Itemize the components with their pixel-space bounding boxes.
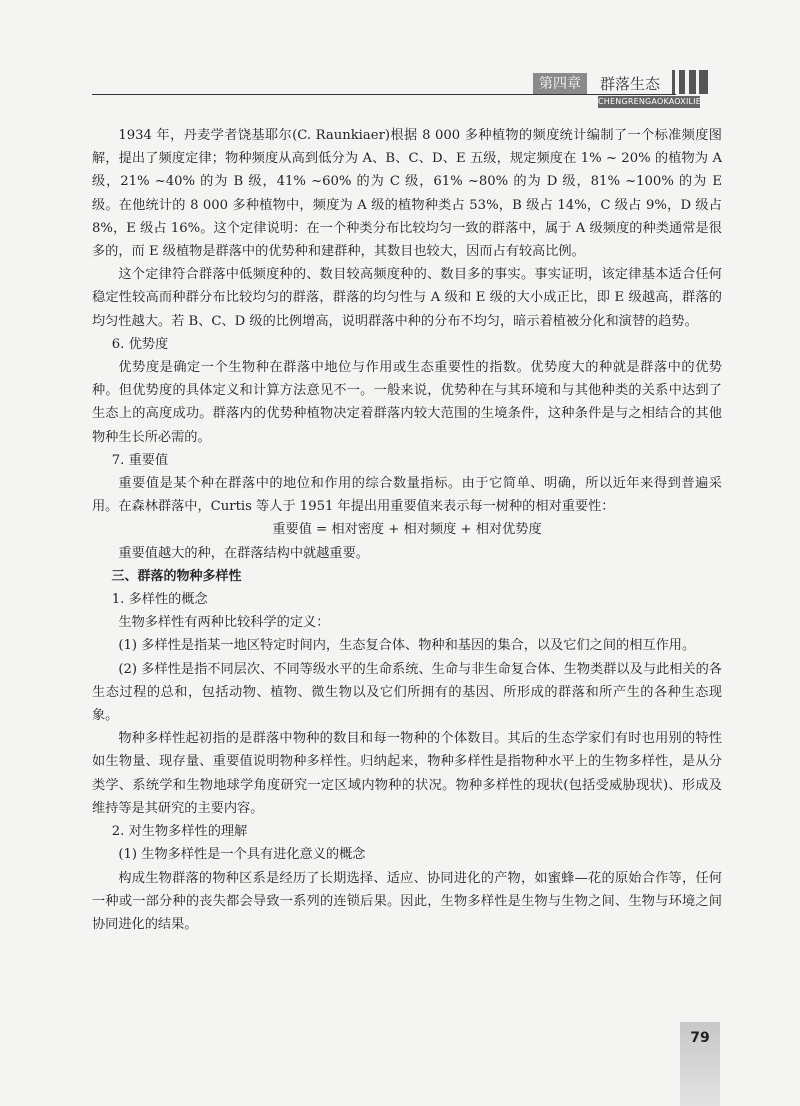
section-heading: 7. 重要值 (111, 452, 169, 468)
page-header (0, 60, 800, 108)
paragraph: 这个定律符合群落中低频度种的、数目较高频度种的、数目多的事实。事实证明，该定律基本适合任何稳定性较高而种群分布比较均匀的群落，群落的均匀性与 A 级和 E 级的大小成正比，即 E 级越高，群落的均匀性越大。若 B、C、D 级的比例增高，说明群落中种的分布不均匀，暗示着植被分化和演替的趋势。 (92, 267, 722, 329)
page-number-tab (680, 1022, 720, 1106)
body-text (92, 124, 722, 936)
chapter-tag: 第四章 (533, 73, 587, 95)
chapter-title: 群落生态 (600, 75, 661, 93)
paragraph: 1934 年，丹麦学者饶基耶尔(C. Raunkiaer)根据 8 000 多种植物的频度统计编制了一个标准频度图解，提出了频度定律；物种频度从高到低分为 A、B、C、D、E 五级，规定频度在 1% ~ 20% 的植物为 A 级，21% ~40% 的为 B 级，41% ~60% 的为 C 级，61% ~80% 的为 D 级，81% ~100% 的为 E 级。在他统计的 8 000 多种植物中，频度为 A 级的植物种类占 53%，B 级占 14%，C 级占 9%，D 级占 8%，E 级占 16%。这个定律说明：在一个种类分布比较均匀一致的群落中，属于 A 级频度的种类通常是很多的，而 E 级植物是群落中的优势种和建群种，其数目也较大，因而占有较高比例。 (92, 128, 722, 260)
paragraph: 优势度是确定一个生物种在群落中地位与作用或生态重要性的指数。优势度大的种就是群落中的优势种。但优势度的具体定义和计算方法意见不一。一般来说，优势种在与其环境和与其他种类的关系中达到了生态上的高度成功。群落内的优势种植物决定着群落内较大范围的生境条件，这种条件是与之相结合的其他物种生长所必需的。 (92, 360, 722, 445)
section-heading: 6. 优势度 (111, 336, 169, 352)
paragraph: 物种多样性起初指的是群落中物种的数目和每一物种的个体数目。其后的生态学家们有时也用别的特性如生物量、现存量、重要值说明物种多样性。归纳起来，物种多样性是指物种水平上的生物多样性，是从分类学、系统学和生物地球学角度研究一定区域内物种的状况。物种多样性的现状(包括受威胁现状)、形成及维持等是其研究的主要内容。 (92, 731, 722, 816)
header-rule (92, 94, 676, 95)
paragraph: 重要值越大的种，在群落结构中就越重要。 (118, 545, 369, 561)
formula: 重要值 = 相对密度 + 相对频度 + 相对优势度 (272, 522, 542, 538)
section-heading: 1. 多样性的概念 (111, 592, 208, 608)
paragraph: 构成生物群落的物种区系是经历了长期选择、适应、协同进化的产物，如蜜蜂—花的原始合作等，任何一种或一部分种的丧失都会导致一系列的连锁后果。因此，生物多样性是生物与生物之间、生物与环境之间协同进化的结果。 (92, 870, 722, 932)
paragraph: (2) 多样性是指不同层次、不同等级水平的生命系统、生命与非生命复合体、生物类群以及与此相关的各生态过程的总和，包括动物、植物、微生物以及它们所拥有的基因、所形成的群落和所产生的各种生态现象。 (92, 661, 722, 724)
paragraph: 生物多样性有两种比较科学的定义： (118, 615, 330, 631)
page-number: 79 (690, 1030, 710, 1046)
paragraph: 重要值是某个种在群落中的地位和作用的综合数量指标。由于它简单、明确，所以近年来得到普遍采用。在森林群落中，Curtis 等人于 1951 年提出用重要值来表示每一树种的相对重要性： (92, 476, 722, 515)
section-heading: 2. 对生物多样性的理解 (111, 824, 248, 840)
section-title: 三、群落的物种多样性 (111, 568, 242, 584)
paragraph: (1) 多样性是指某一地区特定时间内，生态复合体、物种和基因的集合，以及它们之间的相互作用。 (118, 638, 696, 654)
series-pinyin: CHENGRENGAOKAOXILIE (598, 97, 701, 106)
decorative-bar (672, 70, 675, 94)
decorative-bar (689, 70, 696, 94)
decorative-bar (679, 70, 685, 94)
decorative-bar (699, 70, 708, 94)
paragraph: (1) 生物多样性是一个具有进化意义的概念 (118, 847, 366, 863)
